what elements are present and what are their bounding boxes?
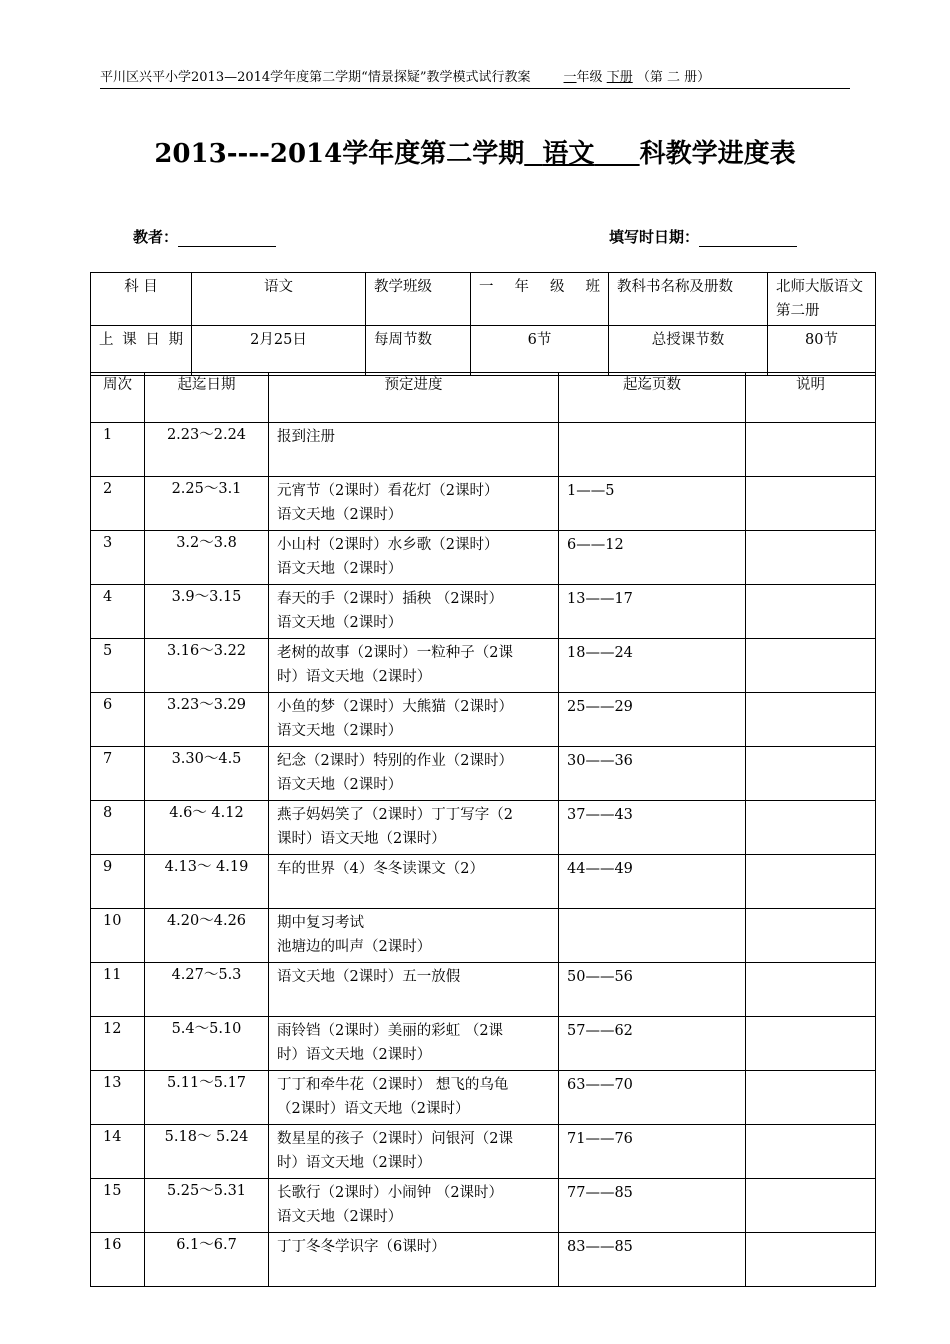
table-row <box>91 639 876 693</box>
progress-line-1: 纪念（2课时）特别的作业（2课时） <box>277 753 513 769</box>
school-term-text: 平川区兴平小学2013—2014学年度第二学期“情景探疑”教学模式试行教案 <box>100 70 531 85</box>
fill-date-field <box>609 226 797 247</box>
title-subject: 语文 <box>542 139 595 169</box>
pages-cell: 18——24 <box>559 639 746 693</box>
teacher-field <box>133 226 276 247</box>
pages-cell: 13——17 <box>559 585 746 639</box>
start-date-label: 上课日期 <box>91 326 192 376</box>
notes-cell <box>746 423 876 477</box>
pages-cell: 44——49 <box>559 855 746 909</box>
progress-line-2: 时）语文天地（2课时） <box>277 669 432 685</box>
week-cell: 7 <box>91 747 145 801</box>
info-row-1 <box>91 273 876 326</box>
progress-line-2: 语文天地（2课时） <box>277 777 403 793</box>
week-cell: 11 <box>91 963 145 1017</box>
progress-line-1: 春天的手（2课时）插秧 （2课时） <box>277 591 504 607</box>
start-date-value: 2月25日 <box>192 326 366 376</box>
col-progress: 预定进度 <box>269 373 559 423</box>
pages-cell: 71——76 <box>559 1125 746 1179</box>
pages-cell: 37——43 <box>559 801 746 855</box>
pages-cell: 30——36 <box>559 747 746 801</box>
notes-cell <box>746 801 876 855</box>
pages-cell: 25——29 <box>559 693 746 747</box>
week-cell: 5 <box>91 639 145 693</box>
textbook-label: 教科书名称及册数 <box>609 273 768 326</box>
term-value: 下册 <box>606 70 633 85</box>
progress-line-2: 课时）语文天地（2课时） <box>277 831 446 847</box>
subject-value: 语文 <box>192 273 366 326</box>
col-week: 周次 <box>91 373 145 423</box>
weekly-periods-value: 6节 <box>471 326 609 376</box>
progress-line-2: （2课时）语文天地（2课时） <box>277 1101 470 1117</box>
pages-cell: 63——70 <box>559 1071 746 1125</box>
table-row <box>91 963 876 1017</box>
progress-cell <box>269 1179 559 1233</box>
table-row <box>91 693 876 747</box>
progress-cell <box>269 855 559 909</box>
notes-cell <box>746 747 876 801</box>
week-cell: 8 <box>91 801 145 855</box>
progress-line-2: 语文天地（2课时） <box>277 507 403 523</box>
dates-cell: 3.23～3.29 <box>145 693 269 747</box>
dates-cell: 2.23～2.24 <box>145 423 269 477</box>
dates-cell: 4.6～ 4.12 <box>145 801 269 855</box>
progress-cell <box>269 1071 559 1125</box>
table-row <box>91 801 876 855</box>
progress-cell <box>269 801 559 855</box>
week-cell: 3 <box>91 531 145 585</box>
class-label: 教学班级 <box>366 273 471 326</box>
progress-cell <box>269 531 559 585</box>
progress-cell <box>269 1125 559 1179</box>
dates-cell: 3.2～3.8 <box>145 531 269 585</box>
pages-cell: 77——85 <box>559 1179 746 1233</box>
dates-cell: 6.1～6.7 <box>145 1233 269 1287</box>
table-row <box>91 585 876 639</box>
progress-line-2: 池塘边的叫声（2课时） <box>277 939 432 955</box>
col-notes: 说明 <box>746 373 876 423</box>
title-suffix: 科教学进度表 <box>639 139 796 169</box>
dates-cell: 4.20～4.26 <box>145 909 269 963</box>
progress-line-1: 燕子妈妈笑了（2课时）丁丁写字（2 <box>277 807 513 823</box>
week-cell: 10 <box>91 909 145 963</box>
progress-cell <box>269 747 559 801</box>
notes-cell <box>746 585 876 639</box>
notes-cell <box>746 639 876 693</box>
week-cell: 13 <box>91 1071 145 1125</box>
total-periods-label: 总授课节数 <box>609 326 768 376</box>
pages-cell: 50——56 <box>559 963 746 1017</box>
pages-cell: 6——12 <box>559 531 746 585</box>
week-cell: 2 <box>91 477 145 531</box>
notes-cell <box>746 1179 876 1233</box>
table-row <box>91 423 876 477</box>
grade-value: 一 <box>563 70 577 85</box>
progress-cell <box>269 909 559 963</box>
week-cell: 4 <box>91 585 145 639</box>
progress-cell <box>269 1233 559 1287</box>
progress-line-1: 语文天地（2课时）五一放假 <box>277 969 461 985</box>
notes-cell <box>746 855 876 909</box>
total-periods-value: 80节 <box>768 326 876 376</box>
week-cell: 16 <box>91 1233 145 1287</box>
table-row <box>91 1125 876 1179</box>
progress-cell <box>269 477 559 531</box>
course-info-table <box>90 272 876 376</box>
table-row <box>91 1179 876 1233</box>
table-row <box>91 1071 876 1125</box>
dates-cell: 2.25～3.1 <box>145 477 269 531</box>
textbook-value: 北师大版语文第二册 <box>768 273 876 326</box>
teacher-label: 教者： <box>133 228 179 246</box>
progress-line-1: 丁丁和牵牛花（2课时） 想飞的乌龟 <box>277 1077 509 1093</box>
progress-line-1: 小山村（2课时）水乡歌（2课时） <box>277 537 499 553</box>
progress-line-2: 时）语文天地（2课时） <box>277 1155 432 1171</box>
col-pages: 起迄页数 <box>559 373 746 423</box>
dates-cell: 3.16～3.22 <box>145 639 269 693</box>
dates-cell: 5.11～5.17 <box>145 1071 269 1125</box>
dates-cell: 5.4～5.10 <box>145 1017 269 1071</box>
dates-cell: 5.18～ 5.24 <box>145 1125 269 1179</box>
progress-line-1: 数星星的孩子（2课时）问银河（2课 <box>277 1131 513 1147</box>
progress-line-1: 小鱼的梦（2课时）大熊猫（2课时） <box>277 699 513 715</box>
progress-cell <box>269 423 559 477</box>
week-cell: 12 <box>91 1017 145 1071</box>
fill-date-label: 填写时日期： <box>609 228 700 246</box>
schedule-table <box>90 372 876 1287</box>
progress-line-1: 期中复习考试 <box>277 915 364 931</box>
week-cell: 15 <box>91 1179 145 1233</box>
volume-text: （第 二 册） <box>636 70 711 85</box>
pages-cell: 83——85 <box>559 1233 746 1287</box>
notes-cell <box>746 1125 876 1179</box>
table-row <box>91 855 876 909</box>
progress-line-1: 元宵节（2课时）看花灯（2课时） <box>277 483 499 499</box>
week-cell: 14 <box>91 1125 145 1179</box>
week-cell: 1 <box>91 423 145 477</box>
page-title <box>0 133 950 170</box>
progress-line-1: 雨铃铛（2课时）美丽的彩虹 （2课 <box>277 1023 504 1039</box>
pages-cell <box>559 909 746 963</box>
weekly-periods-label: 每周节数 <box>366 326 471 376</box>
notes-cell <box>746 1017 876 1071</box>
progress-line-1: 丁丁冬冬学识字（6课时） <box>277 1239 446 1255</box>
dates-cell: 4.27～5.3 <box>145 963 269 1017</box>
col-dates: 起迄日期 <box>145 373 269 423</box>
grade-suffix: 年级 <box>576 70 603 85</box>
table-row <box>91 477 876 531</box>
progress-line-1: 车的世界（4）冬冬读课文（2） <box>277 861 484 877</box>
dates-cell: 4.13～ 4.19 <box>145 855 269 909</box>
table-row <box>91 1233 876 1287</box>
notes-cell <box>746 963 876 1017</box>
progress-line-2: 语文天地（2课时） <box>277 1209 403 1225</box>
pages-cell: 1——5 <box>559 477 746 531</box>
progress-line-2: 时）语文天地（2课时） <box>277 1047 432 1063</box>
table-row <box>91 1017 876 1071</box>
subject-label: 科 目 <box>91 273 192 326</box>
notes-cell <box>746 909 876 963</box>
progress-cell <box>269 585 559 639</box>
teacher-blank <box>178 232 276 247</box>
info-row-2 <box>91 326 876 376</box>
progress-line-2: 语文天地（2课时） <box>277 561 403 577</box>
week-cell: 6 <box>91 693 145 747</box>
pages-cell <box>559 423 746 477</box>
table-row <box>91 531 876 585</box>
table-row <box>91 747 876 801</box>
week-cell: 9 <box>91 855 145 909</box>
notes-cell <box>746 693 876 747</box>
dates-cell: 3.30～4.5 <box>145 747 269 801</box>
progress-cell <box>269 693 559 747</box>
notes-cell <box>746 531 876 585</box>
page-header <box>100 66 850 89</box>
fill-date-blank <box>699 232 797 247</box>
progress-line-2: 语文天地（2课时） <box>277 615 403 631</box>
dates-cell: 3.9～3.15 <box>145 585 269 639</box>
table-row <box>91 909 876 963</box>
progress-line-1: 长歌行（2课时）小闹钟 （2课时） <box>277 1185 504 1201</box>
pages-cell: 57——62 <box>559 1017 746 1071</box>
notes-cell <box>746 1071 876 1125</box>
notes-cell <box>746 477 876 531</box>
progress-cell <box>269 1017 559 1071</box>
progress-line-1: 报到注册 <box>277 429 335 445</box>
progress-cell <box>269 963 559 1017</box>
dates-cell: 5.25～5.31 <box>145 1179 269 1233</box>
notes-cell <box>746 1233 876 1287</box>
title-prefix: 2013----2014学年度第二学期 <box>154 139 525 169</box>
progress-line-1: 老树的故事（2课时）一粒种子（2课 <box>277 645 513 661</box>
schedule-header-row <box>91 373 876 423</box>
progress-line-2: 语文天地（2课时） <box>277 723 403 739</box>
progress-cell <box>269 639 559 693</box>
class-value: 一 年 级 班 <box>471 273 609 326</box>
